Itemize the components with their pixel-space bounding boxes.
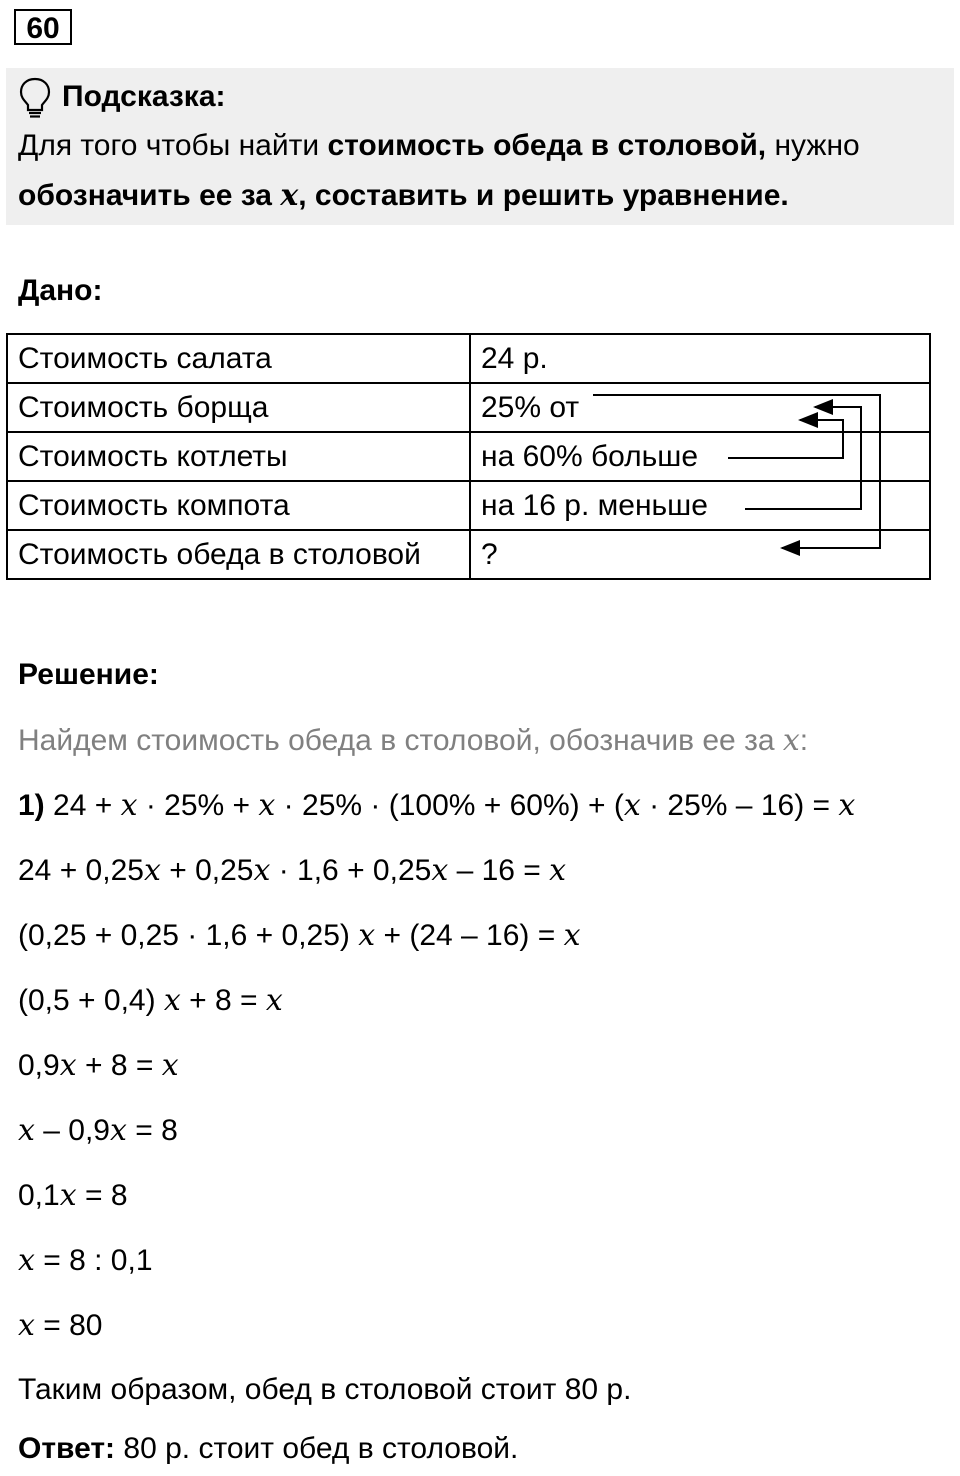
variable-x: x [120, 788, 138, 823]
intro-text: Найдем стоимость обеда в столовой, обозначив ее за [18, 724, 783, 757]
eq-text: = 8 [126, 1114, 178, 1147]
answer [18, 1432, 518, 1466]
table-cell-value: 24 р. [470, 334, 930, 383]
eq-text: + 8 = [76, 1049, 162, 1082]
equation-2 [18, 853, 566, 888]
intro-text: : [799, 724, 809, 757]
variable-x: x [163, 983, 181, 1018]
variable-x: x [782, 723, 800, 758]
equation-9 [18, 1308, 102, 1343]
eq-text: · 1,6 + 0,25 [270, 854, 432, 887]
table-cell-value: на 16 р. меньше [470, 481, 930, 530]
eq-text: 0,1 [18, 1179, 60, 1212]
hint-line-1 [18, 129, 860, 163]
eq-text: (0,25 + 0,25 · 1,6 + 0,25) [18, 919, 359, 952]
eq-text: – 0,9 [34, 1114, 110, 1147]
variable-x: x [109, 1113, 127, 1148]
table-cell-label: Стоимость обеда в столовой [7, 530, 470, 579]
eq-text: + 8 = [180, 984, 266, 1017]
table-row [7, 432, 930, 481]
answer-text: 80 р. стоит обед в столовой. [115, 1432, 519, 1465]
equation-4 [18, 983, 283, 1018]
eq-text: 24 + 0,25 [18, 854, 144, 887]
table-row [7, 334, 930, 383]
eq-text: 24 + [44, 789, 121, 822]
variable-x: x [563, 918, 581, 953]
hint-emphasis: , составить и решить уравнение. [298, 179, 789, 212]
table-cell-value: на 60% больше [470, 432, 930, 481]
step-label: 1) [18, 789, 45, 822]
variable-x: x [18, 1308, 35, 1343]
eq-text: (0,5 + 0,4) [18, 984, 164, 1017]
equation-7 [18, 1178, 128, 1213]
hint-emphasis: обозначить ее за [18, 179, 281, 212]
eq-text: = 8 : 0,1 [34, 1244, 153, 1277]
hint-emphasis: стоимость обеда в столовой, [327, 129, 767, 162]
table-row [7, 383, 930, 432]
conclusion: Таким образом, обед в столовой стоит 80 р. [18, 1373, 632, 1406]
task-number: 60 [14, 9, 72, 45]
eq-text: 0,9 [18, 1049, 60, 1082]
solution-heading: Решение: [18, 658, 159, 691]
variable-x: x [253, 853, 271, 888]
eq-text: · 25% · (100% + 60%) + ( [275, 789, 624, 822]
variable-x: x [18, 1243, 35, 1278]
hint-text: Для того чтобы найти [18, 129, 328, 162]
table-row [7, 530, 930, 579]
variable-x: x [549, 853, 567, 888]
given-table [6, 333, 931, 580]
equation-6 [18, 1113, 178, 1148]
table-cell-label: Стоимость борща [7, 383, 470, 432]
hint-title: Подсказка: [62, 80, 226, 113]
variable-x: x [623, 788, 641, 823]
solution-intro [18, 723, 808, 758]
eq-text: = 80 [34, 1309, 103, 1342]
equation-5 [18, 1048, 179, 1083]
eq-text: + 0,25 [160, 854, 254, 887]
table-row [7, 481, 930, 530]
variable-x: x [431, 853, 449, 888]
variable-x: x [161, 1048, 179, 1083]
variable-x: x [265, 983, 283, 1018]
variable-x: x [838, 788, 856, 823]
variable-x: x [258, 788, 276, 823]
variable-x: x [59, 1178, 77, 1213]
lightbulb-icon [18, 76, 52, 120]
hint-line-2 [18, 178, 789, 213]
table-cell-value: ? [470, 530, 930, 579]
equation-8 [18, 1243, 153, 1278]
eq-text: = 8 [76, 1179, 128, 1212]
eq-text: + (24 – 16) = [375, 919, 564, 952]
variable-x: x [18, 1113, 35, 1148]
hint-text: нужно [766, 129, 860, 162]
variable-x: x [358, 918, 376, 953]
table-cell-label: Стоимость компота [7, 481, 470, 530]
equation-1 [18, 788, 855, 823]
equation-3 [18, 918, 581, 953]
table-cell-label: Стоимость котлеты [7, 432, 470, 481]
eq-text: – 16 = [448, 854, 550, 887]
table-cell-value: 25% от [470, 383, 930, 432]
table-cell-label: Стоимость салата [7, 334, 470, 383]
variable-x: x [143, 853, 161, 888]
eq-text: · 25% + [137, 789, 259, 822]
given-heading: Дано: [18, 274, 103, 307]
variable-x: x [280, 178, 299, 213]
variable-x: x [59, 1048, 77, 1083]
answer-label: Ответ: [18, 1432, 116, 1465]
eq-text: · 25% – 16) = [640, 789, 839, 822]
